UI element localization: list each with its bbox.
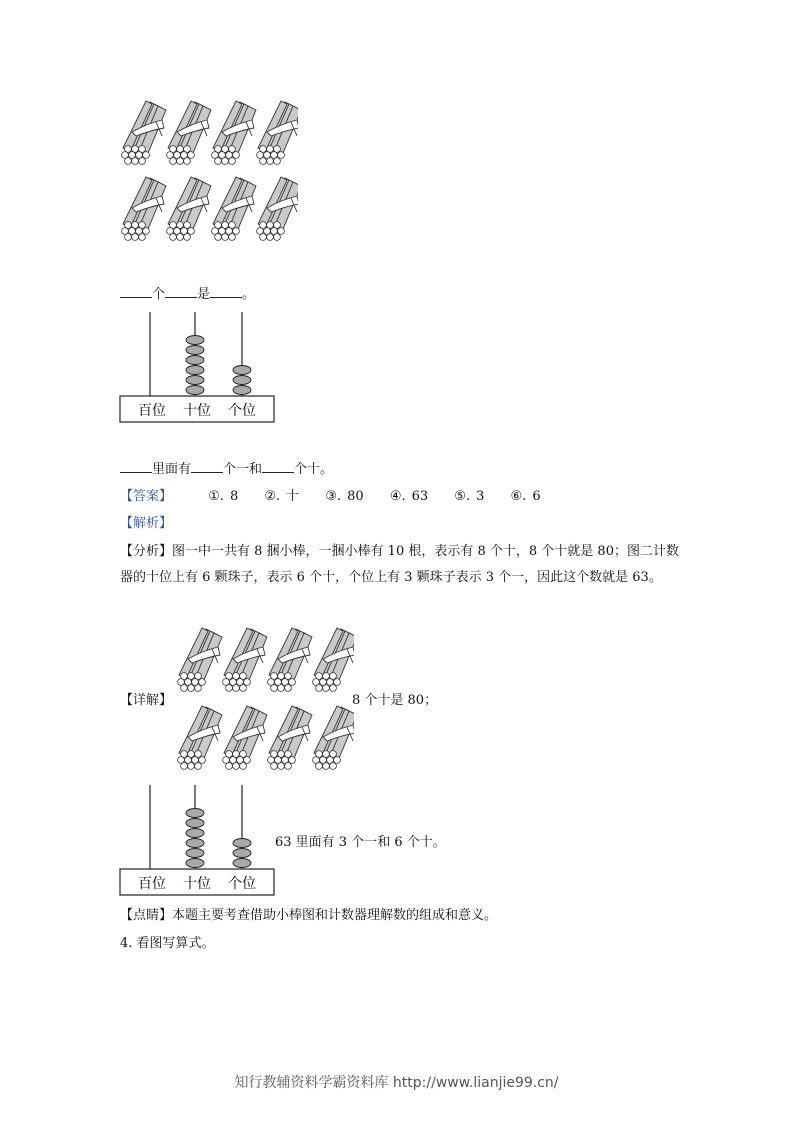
tens-bead [186, 356, 204, 365]
stick-bundle [167, 177, 211, 240]
answer-item: ①. 8 [208, 489, 239, 504]
fill-text: 里面有 [152, 462, 192, 477]
sticks-caption: 8 个十是 80； [352, 693, 438, 708]
xiangjie-label: 【详解】 [120, 693, 173, 708]
stick-bundle [122, 101, 166, 164]
page-footer: 知行教辅资料学霸资料库 http://www.lianjie99.cn/ [234, 1075, 559, 1091]
stick-bundle [212, 177, 256, 240]
fenxi-text: 图一中一共有 8 捆小棒，一捆小棒有 10 根，表示有 8 个十，8 个十就是 80；图二计数器的十位上有 6 颗珠子，表示 6 个十，个位上有 3 颗珠子表示 3 个一，因此这个数就是 63。 [120, 544, 679, 585]
abacus-label-hundreds: 百位 [138, 403, 166, 419]
analysis-label: 【解析】 [120, 516, 173, 531]
q3-fill-line [120, 285, 255, 304]
stick-bundle [178, 628, 222, 691]
stick-bundle [268, 706, 312, 769]
stick-bundle [313, 706, 354, 769]
answer-label: 【答案】 [120, 489, 173, 504]
answer-item: ③. 80 [325, 489, 364, 504]
stick-bundle [268, 628, 312, 691]
stick-bundle [178, 706, 222, 769]
dianjing-text: 本题主要考查借助小棒图和计数器理解数的组成和意义。 [172, 908, 498, 923]
tens-bead [186, 839, 204, 848]
dianjing-line [120, 907, 497, 925]
abacus-label-hundreds: 百位 [138, 876, 166, 892]
q3-sentence [120, 460, 333, 479]
tens-bead [186, 849, 204, 858]
answer-blank[interactable] [262, 460, 294, 473]
stick-bundle [223, 628, 267, 691]
abacus-caption: 63 里面有 3 个一和 6 个十。 [275, 835, 446, 850]
q4-prompt: 4. 看图写算式。 [120, 936, 215, 951]
stick-bundle [257, 101, 298, 164]
fill-text: 个 [152, 287, 166, 302]
answer-blank[interactable] [210, 285, 242, 298]
answer-blank[interactable] [191, 460, 223, 473]
answer-item: ⑥. 6 [510, 489, 541, 504]
abacus-figure-2 [118, 783, 278, 898]
fill-text: 。 [242, 287, 256, 302]
dianjing-label: 【点睛】 [120, 908, 173, 923]
stick-bundle [257, 177, 298, 240]
abacus-label-tens: 十位 [183, 403, 211, 419]
stick-bundle [167, 101, 211, 164]
stick-bundle [122, 177, 166, 240]
answer-blank[interactable] [120, 285, 152, 298]
stick-bundles-figure [118, 98, 298, 248]
tens-bead [186, 336, 204, 345]
answer-item: ⑤. 3 [454, 489, 485, 504]
fill-text: 个十。 [294, 462, 334, 477]
answer-item: ②. 十 [264, 489, 300, 504]
ones-bead [233, 376, 251, 385]
stick-bundle [212, 101, 256, 164]
tens-bead [186, 859, 204, 868]
tens-bead [186, 819, 204, 828]
tens-bead [186, 346, 204, 355]
answer-line [120, 488, 563, 506]
ones-bead [233, 859, 251, 868]
fill-text: 是 [197, 287, 211, 302]
tens-bead [186, 366, 204, 375]
abacus-label-ones: 个位 [228, 876, 256, 892]
abacus-label-ones: 个位 [228, 403, 256, 419]
answer-blank[interactable] [120, 460, 152, 473]
ones-bead [233, 849, 251, 858]
answer-blank[interactable] [165, 285, 197, 298]
ones-bead [233, 366, 251, 375]
fenxi-label: 【分析】 [120, 544, 173, 559]
fill-text: 个一和 [223, 462, 263, 477]
tens-bead [186, 376, 204, 385]
stick-bundle [223, 706, 267, 769]
stick-bundle [313, 628, 354, 691]
ones-bead [233, 386, 251, 395]
fenxi-paragraph [120, 539, 680, 591]
abacus-label-tens: 十位 [183, 876, 211, 892]
tens-bead [186, 829, 204, 838]
stick-bundles-figure-2 [174, 625, 354, 780]
tens-bead [186, 386, 204, 395]
abacus-figure [118, 310, 278, 425]
tens-bead [186, 809, 204, 818]
answer-item: ④. 63 [389, 489, 429, 504]
ones-bead [233, 839, 251, 848]
